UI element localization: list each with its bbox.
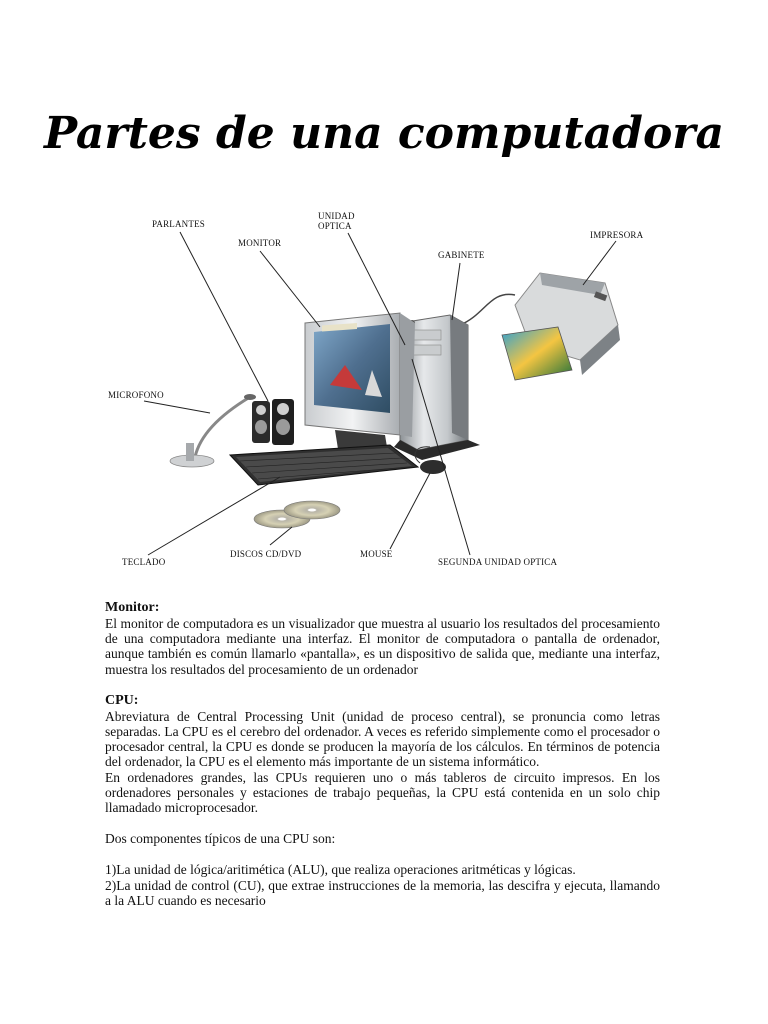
leader-parlantes (180, 232, 268, 401)
label-discos: DISCOS CD/DVD (230, 549, 302, 559)
printer (502, 273, 620, 380)
leader-mouse (390, 473, 430, 549)
label-impresora: IMPRESORA (590, 230, 644, 240)
cpu-component-alu: 1)La unidad de lógica/aritimética (ALU), que realiza operaciones aritméticas y lógicas. (105, 862, 576, 878)
label-mouse: MOUSE (360, 549, 393, 559)
label-monitor: MONITOR (238, 238, 282, 248)
leader-microfono (144, 401, 210, 413)
monitor (305, 313, 415, 453)
printer-cable (460, 294, 515, 325)
computer-illustration (100, 205, 660, 580)
cd-dvd-discs (254, 501, 340, 528)
document-body (105, 600, 660, 908)
cpu-paragraph-1: Abreviatura de Central Processing Unit (unidad de proceso central), se pronuncia como letras separadas. La CPU es el cerebro del ordenador. A veces es referido simplemente como el procesador o procesador central, la CPU es donde se producen la mayoría de los cálculos. En términos de potencia del ordenador, la CPU es el elemento más importante de un sistema informático. (105, 708, 660, 770)
cpu-component-cu: 2)La unidad de control (CU), que extrae instrucciones de la memoria, las descifra y ejecuta, llamando a la ALU cuando es necesario (105, 877, 660, 908)
leader-discos (270, 527, 292, 545)
computer-parts-diagram (100, 205, 660, 580)
cpu-heading: CPU: (105, 692, 139, 708)
speakers (252, 399, 294, 445)
leader-impresora (583, 241, 616, 285)
label-unidad-optica (318, 211, 364, 231)
cpu-components-intro: Dos componentes típicos de una CPU son: (105, 831, 336, 847)
label-segunda-unidad: SEGUNDA UNIDAD OPTICA (438, 557, 558, 567)
label-parlantes: PARLANTES (152, 219, 205, 229)
monitor-paragraph: El monitor de computadora es un visualizador que muestra al usuario los resultados del procesamiento de una computadora mediante una interfaz. El monitor de computadora o pantalla de ordenador, aunque también es común llamarlo «pantalla», es un dispositivo de salida que, mediante una interfaz, muestra los resultados del procesamiento de un ordenador (105, 616, 660, 677)
label-unidad-optica-text: UNIDAD OPTICA (318, 211, 355, 231)
monitor-heading: Monitor: (105, 600, 160, 615)
label-gabinete: GABINETE (438, 250, 485, 260)
page-title: Partes de una computadora (44, 108, 724, 159)
leader-gabinete (452, 263, 460, 320)
keyboard (230, 445, 418, 485)
label-microfono: MICROFONO (108, 390, 164, 400)
label-teclado: TECLADO (122, 557, 166, 567)
leader-monitor (260, 251, 320, 327)
cpu-paragraph-2: En ordenadores grandes, las CPUs requieren uno o más tableros de circuito impresos. En los ordenadores personales y estaciones de trabajo pequeñas, la CPU está contenida en un solo chip llamadado microprocesador. (105, 769, 660, 816)
